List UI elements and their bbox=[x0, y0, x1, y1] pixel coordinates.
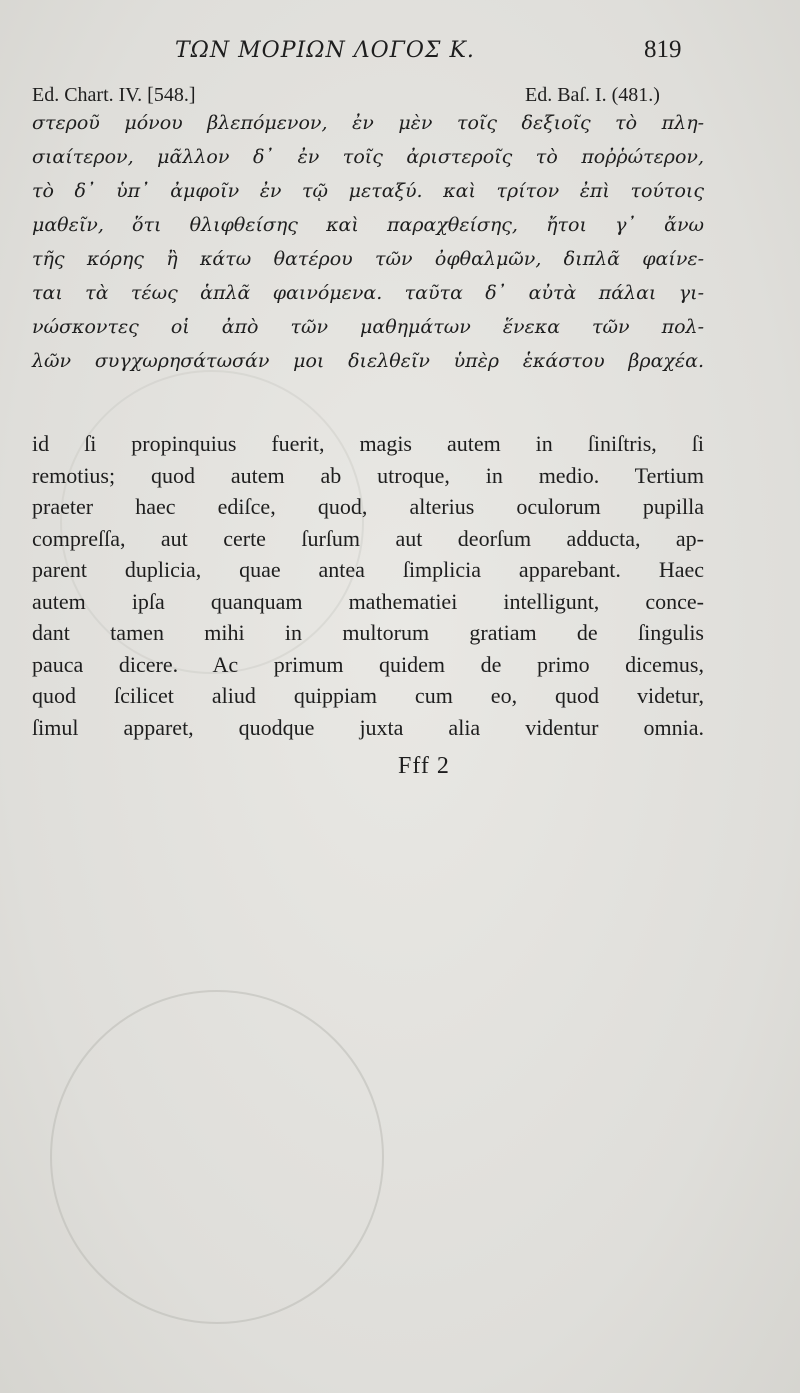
latin-line: autem ipſa quanquam mathematiei intelligunt, conce- bbox=[32, 588, 704, 614]
greek-line: ται τὰ τέως ἁπλᾶ φαινόμενα. ταῦτα δ᾽ αὐτὰ πάλαι γι- bbox=[32, 282, 704, 304]
latin-line: quod ſcilicet aliud quippiam cum eo, quod videtur, bbox=[32, 683, 704, 708]
greek-line: τὸ δ᾽ ὑπ᾽ ἀμφοῖν ἐν τῷ μεταξύ. καὶ τρίτον ἐπὶ τούτοις bbox=[32, 180, 704, 202]
latin-line: parent duplicia, quae antea ſimplicia apparebant. Haec bbox=[32, 557, 704, 582]
edition-reference-right: Ed. Baſ. I. (481.) bbox=[525, 84, 660, 106]
greek-line: μαθεῖν, ὅτι θλιφθείσης καὶ παραχθείσης, ἤτοι γ᾽ ἄνω bbox=[32, 214, 704, 236]
greek-line: νώσκοντες οἱ ἀπὸ τῶν μαθημάτων ἕνεκα τῶν πολ- bbox=[32, 316, 704, 338]
greek-line: λῶν συγχωρησάτωσάν μοι διελθεῖν ὑπὲρ ἑκάστου βραχέα. bbox=[32, 350, 704, 372]
latin-line: compreſſa, aut certe ſurſum aut deorſum adducta, ap- bbox=[32, 525, 704, 551]
latin-line: ſimul apparet, quodque juxta alia videntur omnia. bbox=[32, 714, 704, 740]
greek-line: στεροῦ μόνου βλεπόμενον, ἐν μὲν τοῖς δεξιοῖς τὸ πλη- bbox=[32, 112, 704, 134]
running-title: ΤΩΝ ΜΟΡΙΩΝ ΛΟΓΟΣ Κ. bbox=[175, 38, 475, 63]
latin-line: praeter haec ediſce, quod, alterius oculorum pupilla bbox=[32, 494, 704, 519]
greek-line: σιαίτερον, μᾶλλον δ᾽ ἐν τοῖς ἀριστεροῖς τὸ ποῤῥώτερον, bbox=[32, 146, 704, 168]
latin-line: remotius; quod autem ab utroque, in medio. Tertium bbox=[32, 462, 704, 488]
latin-line: id ſi propinquius fuerit, magis autem in ſiniſtris, ſi bbox=[32, 431, 704, 456]
bleed-through-figure-lower bbox=[50, 990, 384, 1324]
page-number: 819 bbox=[644, 36, 682, 63]
latin-text-block bbox=[32, 428, 704, 743]
edition-reference-left: Ed. Chart. IV. [548.] bbox=[32, 84, 196, 106]
greek-text-block bbox=[32, 106, 704, 378]
greek-line: τῆς κόρης ἢ κάτω θατέρου τῶν ὀφθαλμῶν, διπλᾶ φαίνε- bbox=[32, 248, 704, 270]
printer-signature: Fff 2 bbox=[398, 753, 450, 779]
latin-line: dant tamen mihi in multorum gratiam de ſingulis bbox=[32, 620, 704, 645]
latin-line: pauca dicere. Ac primum quidem de primo dicemus, bbox=[32, 651, 704, 677]
